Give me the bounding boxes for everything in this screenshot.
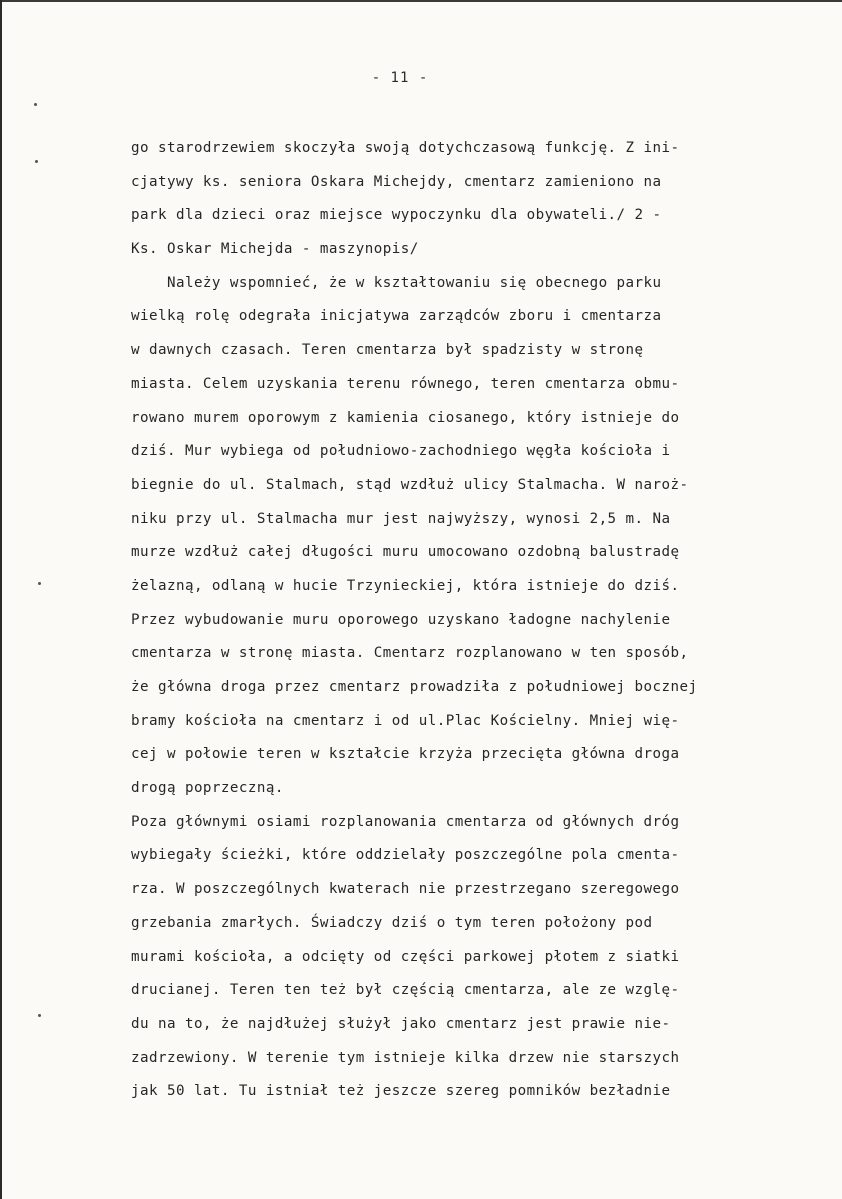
text-line: cmentarza w stronę miasta. Cmentarz rozplanowano w ten sposób, xyxy=(131,645,689,662)
text-line: Należy wspomnieć, że w kształtowaniu się obecnego parku xyxy=(131,274,662,291)
text-line: bramy kościoła na cmentarz i od ul.Plac Kościelny. Mniej wię- xyxy=(131,712,680,729)
scan-edge-left xyxy=(0,0,2,1199)
text-line: żelazną, odlaną w hucie Trzynieckiej, która istnieje do dziś. xyxy=(131,577,680,594)
text-line: Poza głównymi osiami rozplanowania cmentarza od głównych dróg xyxy=(131,813,680,830)
text-line: Ks. Oskar Michejda - maszynopis/ xyxy=(131,241,419,258)
text-line: rza. W poszczególnych kwaterach nie przestrzegano szeregowego xyxy=(131,881,680,898)
text-line: zadrzewiony. W terenie tym istnieje kilka drzew nie starszych xyxy=(131,1049,680,1066)
text-line: grzebania zmarłych. Świadczy dziś o tym teren położony pod xyxy=(131,914,653,931)
text-line: park dla dzieci oraz miejsce wypoczynku dla obywateli./ 2 - xyxy=(131,207,662,224)
scan-edge-top xyxy=(0,0,842,2)
text-line: drogą poprzeczną. xyxy=(131,780,284,797)
text-line: cjatywy ks. seniora Oskara Michejdy, cmentarz zamieniono na xyxy=(131,173,662,190)
scan-speck xyxy=(35,160,38,163)
text-line: niku przy ul. Stalmacha mur jest najwyższy, wynosi 2,5 m. Na xyxy=(131,510,671,527)
typewritten-text xyxy=(131,132,791,1109)
text-line: biegnie do ul. Stalmach, stąd wzdłuż ulicy Stalmacha. W naroż- xyxy=(131,476,689,493)
text-line: murze wzdłuż całej długości muru umocowano ozdobną balustradę xyxy=(131,544,680,561)
text-line: drucianej. Teren ten też był częścią cmentarza, ale ze wzglę- xyxy=(131,982,680,999)
text-line: go starodrzewiem skoczyła swoją dotychczasową funkcję. Z ini- xyxy=(131,140,680,156)
text-line: du na to, że najdłużej służył jako cmentarz jest prawie nie- xyxy=(131,1015,671,1032)
text-line: dziś. Mur wybiega od południowo-zachodniego węgła kościoła i xyxy=(131,443,671,460)
text-line: rowano murem oporowym z kamienia ciosanego, który istnieje do xyxy=(131,409,680,426)
text-line: że główna droga przez cmentarz prowadziła z południowej bocznej xyxy=(131,679,698,695)
page-number: - 11 - xyxy=(371,70,429,86)
text-line: w dawnych czasach. Teren cmentarza był spadzisty w stronę xyxy=(131,342,644,359)
scan-speck xyxy=(34,103,37,106)
text-line: Przez wybudowanie muru oporowego uzyskano ładogne nachylenie xyxy=(131,611,671,628)
scan-speck xyxy=(38,582,41,585)
text-line: jak 50 lat. Tu istniał też jeszcze szereg pomników bezładnie xyxy=(131,1083,671,1100)
text-line: wielką rolę odegrała inicjatywa zarządców zboru i cmentarza xyxy=(131,308,662,325)
text-line: miasta. Celem uzyskania terenu równego, teren cmentarza obmu- xyxy=(131,375,680,392)
text-line: murami kościoła, a odcięty od części parkowej płotem z siatki xyxy=(131,948,680,965)
text-line: cej w połowie teren w kształcie krzyża przecięta główna droga xyxy=(131,746,680,763)
text-line: wybiegały ścieżki, które oddzielały poszczególne pola cmenta- xyxy=(131,847,680,864)
scan-speck xyxy=(38,1014,41,1017)
